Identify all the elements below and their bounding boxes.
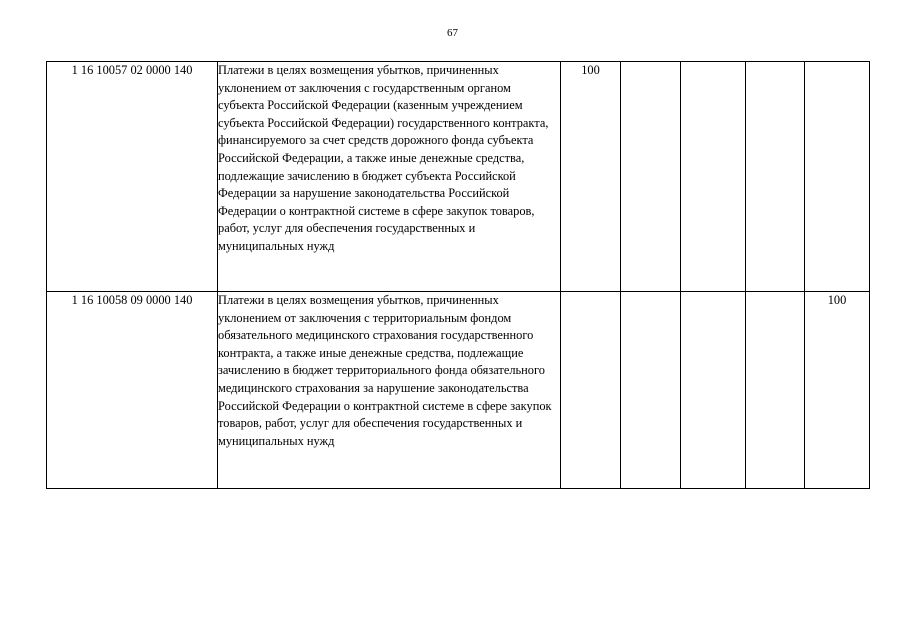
value-cell [681, 62, 746, 292]
value-cell [805, 62, 870, 292]
value-cell [746, 292, 805, 489]
value-cell [561, 292, 621, 489]
value-cell [681, 292, 746, 489]
table-row [47, 292, 870, 489]
value-cell [746, 62, 805, 292]
table-row [47, 62, 870, 292]
description-cell: Платежи в целях возмещения убытков, причиненных уклонением от заключения с территориальным фондом обязательного медицинского страхования государственного контракта, а также иные денежные средства, подлежащие зачислению в бюджет территориального фонда обязательного медицинского страхования за нарушение законодательства Российской Федерации о контрактной системе в сфере закупок товаров, работ, услуг для обеспечения государственных и муниципальных нужд [218, 292, 561, 489]
budget-code-cell: 1 16 10058 09 0000 140 [47, 292, 218, 489]
budget-code-cell: 1 16 10057 02 0000 140 [47, 62, 218, 292]
value-cell: 100 [805, 292, 870, 489]
budget-classification-table [46, 61, 870, 489]
value-cell: 100 [561, 62, 621, 292]
page-number: 67 [447, 27, 458, 39]
value-cell [621, 62, 681, 292]
description-cell: Платежи в целях возмещения убытков, причиненных уклонением от заключения с государственным органом субъекта Российской Федерации (казенным учреждением субъекта Российской Федерации) государственного контракта, финансируемого за счет средств дорожного фонда субъекта Российской Федерации, а также иные денежные средства, подлежащие зачислению в бюджет субъекта Российской Федерации за нарушение законодательства Российской Федерации о контрактной системе в сфере закупок товаров, работ, услуг для обеспечения государственных и муниципальных нужд [218, 62, 561, 292]
value-cell [621, 292, 681, 489]
